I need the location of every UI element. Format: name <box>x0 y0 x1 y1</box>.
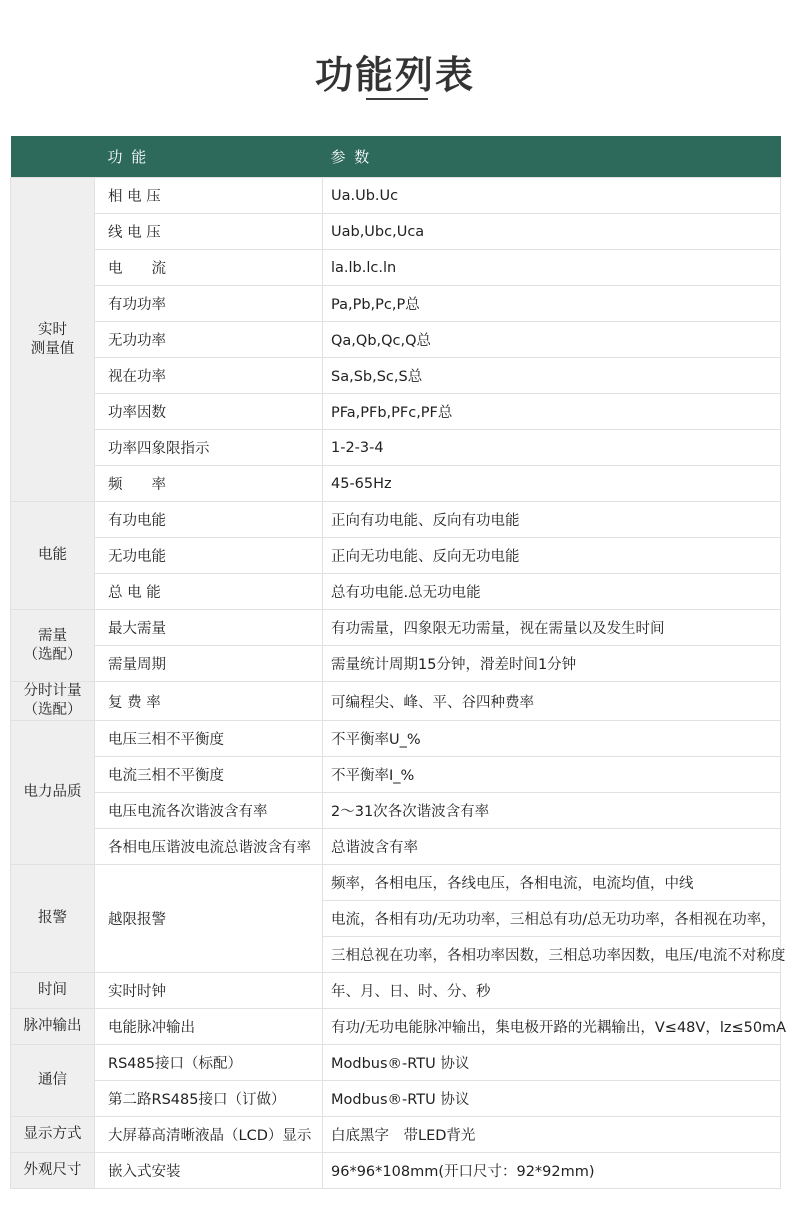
group-label: 外观尺寸 <box>11 1153 95 1189</box>
feature-cell: 嵌入式安装 <box>95 1153 323 1189</box>
param-cell: 白底黑字 带LED背光 <box>323 1117 781 1153</box>
table-row <box>11 502 781 538</box>
feature-cell: 复 费 率 <box>95 682 323 721</box>
group-label: 需量 （选配） <box>11 610 95 682</box>
feature-cell: 最大需量 <box>95 610 323 646</box>
group-label: 脉冲输出 <box>11 1009 95 1045</box>
feature-cell: 线 电 压 <box>95 214 323 250</box>
table-header-row <box>11 136 781 178</box>
feature-cell: 电压电流各次谐波含有率 <box>95 793 323 829</box>
table-row <box>11 1009 781 1045</box>
param-cell: 频率，各相电压，各线电压，各相电流，电流均值，中线 <box>323 865 781 901</box>
param-cell: 需量统计周期15分钟，滑差时间1分钟 <box>323 646 781 682</box>
feature-cell: 各相电压谐波电流总谐波含有率 <box>95 829 323 865</box>
param-cell: PFa,PFb,PFc,PF总 <box>323 394 781 430</box>
param-cell: Modbus®-RTU 协议 <box>323 1081 781 1117</box>
group-label: 显示方式 <box>11 1117 95 1153</box>
feature-cell: 电流三相不平衡度 <box>95 757 323 793</box>
table-row <box>11 286 781 322</box>
feature-cell: 功率因数 <box>95 394 323 430</box>
feature-cell: 大屏幕高清晰液晶（LCD）显示 <box>95 1117 323 1153</box>
table-row <box>11 646 781 682</box>
header-feature: 功 能 <box>95 136 323 178</box>
header-param: 参 数 <box>323 136 781 178</box>
page-title: 功能列表 <box>314 53 475 97</box>
feature-cell: 电 流 <box>95 250 323 286</box>
table-row <box>11 1045 781 1081</box>
table-row <box>11 1117 781 1153</box>
table-row <box>11 250 781 286</box>
table-row <box>11 1081 781 1117</box>
table-row <box>11 865 781 901</box>
table-row <box>11 538 781 574</box>
param-cell: 不平衡率I_% <box>323 757 781 793</box>
group-label: 电能 <box>11 502 95 610</box>
param-cell: 有功/无功电能脉冲输出，集电极开路的光耦输出，V≤48V，lz≤50mA <box>323 1009 781 1045</box>
param-cell: 三相总视在功率，各相功率因数，三相总功率因数，电压/电流不对称度 <box>323 937 781 973</box>
param-cell: 96*96*108mm(开口尺寸：92*92mm) <box>323 1153 781 1189</box>
param-cell: 有功需量，四象限无功需量，视在需量以及发生时间 <box>323 610 781 646</box>
param-cell: 2～31次各次谐波含有率 <box>323 793 781 829</box>
param-cell: 45-65Hz <box>323 466 781 502</box>
param-cell: 总有功电能.总无功电能 <box>323 574 781 610</box>
feature-cell: 无功电能 <box>95 538 323 574</box>
feature-cell: 有功电能 <box>95 502 323 538</box>
param-cell: 总谐波含有率 <box>323 829 781 865</box>
table-body <box>11 178 787 1189</box>
feature-cell: 电能脉冲输出 <box>95 1009 323 1045</box>
table-row <box>11 610 781 646</box>
feature-cell: 相 电 压 <box>95 178 323 214</box>
feature-cell: 功率四象限指示 <box>95 430 323 466</box>
table-row <box>11 178 781 214</box>
param-cell: 电流，各相有功/无功功率，三相总有功/总无功功率，各相视在功率， <box>323 901 781 937</box>
param-cell: 1-2-3-4 <box>323 430 781 466</box>
feature-cell: 需量周期 <box>95 646 323 682</box>
feature-cell: 越限报警 <box>95 865 323 973</box>
table-row <box>11 574 781 610</box>
table-row <box>11 322 781 358</box>
table-row <box>11 394 781 430</box>
group-label: 电力品质 <box>11 721 95 865</box>
feature-cell: 有功功率 <box>95 286 323 322</box>
spec-table <box>10 136 787 1189</box>
group-label: 通信 <box>11 1045 95 1117</box>
param-cell: Qa,Qb,Qc,Q总 <box>323 322 781 358</box>
feature-cell: 第二路RS485接口（订做） <box>95 1081 323 1117</box>
header-group <box>11 136 95 178</box>
param-cell: 不平衡率U_% <box>323 721 781 757</box>
title-underline <box>366 98 428 100</box>
param-cell: Uab,Ubc,Uca <box>323 214 781 250</box>
table-row <box>11 757 781 793</box>
param-cell: 年、月、日、时、分、秒 <box>323 973 781 1009</box>
feature-cell: 实时时钟 <box>95 973 323 1009</box>
table-row <box>11 358 781 394</box>
group-label: 分时计量 （选配） <box>11 682 95 721</box>
table-row <box>11 829 781 865</box>
table-row <box>11 466 781 502</box>
feature-cell: 无功功率 <box>95 322 323 358</box>
feature-cell: 总 电 能 <box>95 574 323 610</box>
param-cell: 正向有功电能、反向有功电能 <box>323 502 781 538</box>
table-row <box>11 682 781 721</box>
param-cell: Sa,Sb,Sc,S总 <box>323 358 781 394</box>
feature-cell: 视在功率 <box>95 358 323 394</box>
table-row <box>11 430 781 466</box>
feature-cell: RS485接口（标配） <box>95 1045 323 1081</box>
group-label: 实时 测量值 <box>11 178 95 502</box>
param-cell: Modbus®-RTU 协议 <box>323 1045 781 1081</box>
param-cell: Ua.Ub.Uc <box>323 178 781 214</box>
param-cell: 正向无功电能、反向无功电能 <box>323 538 781 574</box>
table-row <box>11 973 781 1009</box>
feature-cell: 电压三相不平衡度 <box>95 721 323 757</box>
table-row <box>11 793 781 829</box>
param-cell: 可编程尖、峰、平、谷四种费率 <box>323 682 781 721</box>
table-row <box>11 214 781 250</box>
table-row <box>11 1153 781 1189</box>
group-label: 报警 <box>11 865 95 973</box>
feature-cell: 频 率 <box>95 466 323 502</box>
param-cell: Pa,Pb,Pc,P总 <box>323 286 781 322</box>
table-row <box>11 721 781 757</box>
param-cell: la.lb.lc.ln <box>323 250 781 286</box>
group-label: 时间 <box>11 973 95 1009</box>
